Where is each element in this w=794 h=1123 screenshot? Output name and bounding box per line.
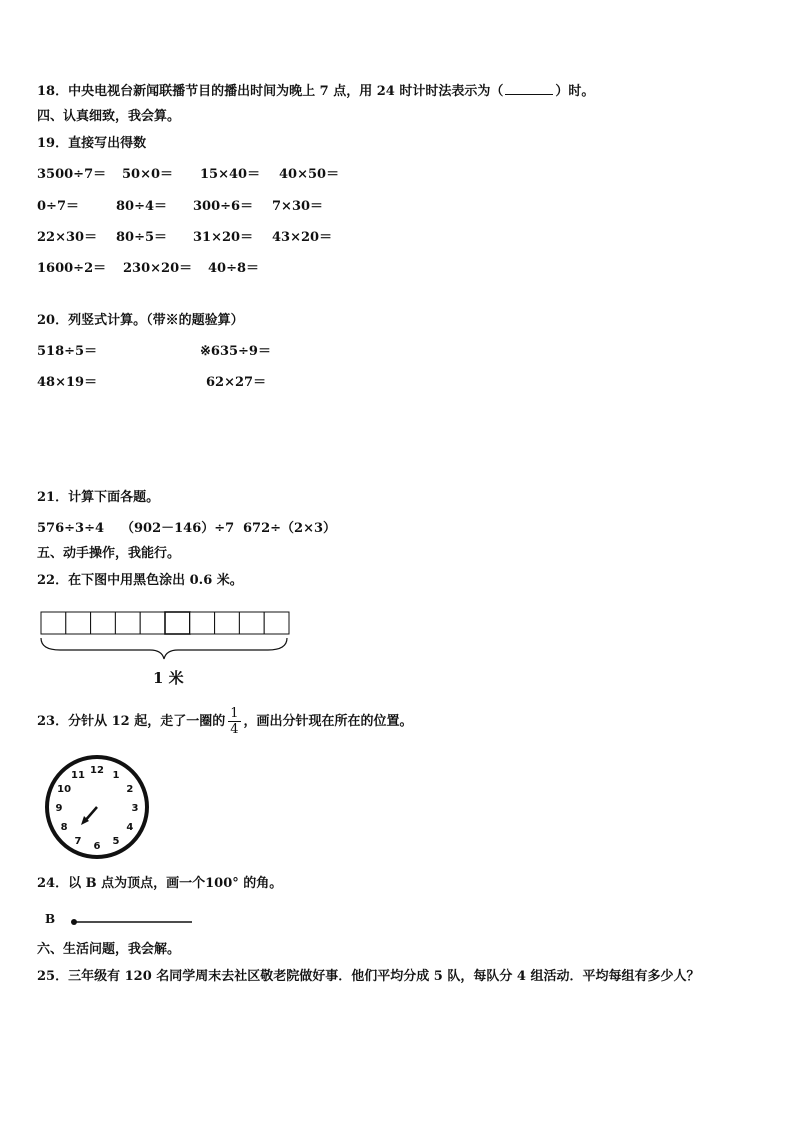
- q19-item: 31×20＝: [193, 230, 254, 245]
- clock-face[interactable]: [37, 752, 157, 872]
- clock-number: 7: [74, 835, 82, 847]
- q20-item: 518÷5＝: [37, 344, 98, 359]
- q23-text-end: ，画出分针现在所在的位置。: [243, 714, 413, 729]
- question-21-title: 21．计算下面各题。: [37, 490, 160, 505]
- question-23: [37, 704, 413, 740]
- question-22: 22．在下图中用黑色涂出 0.6 米。: [37, 573, 243, 588]
- q23-text-start: 23．分针从 12 起，走了一圈的: [37, 714, 226, 729]
- q21-item: 576÷3÷4: [37, 521, 105, 536]
- clock-number: 12: [90, 765, 104, 776]
- question-20-title: 20．列竖式计算。（带※的题验算）: [37, 313, 244, 328]
- question-25: 25．三年级有 120 名同学周末去社区敬老院做好事．他们平均分成 5 队，每队分 4 组活动．平均每组有多少人？: [37, 969, 700, 984]
- q19-item: 40÷8＝: [208, 261, 260, 276]
- ruler-cell[interactable]: [190, 612, 215, 634]
- q21-item: 672÷（2×3）: [243, 521, 337, 536]
- clock-number: 1: [112, 770, 120, 782]
- question-24: 24．以 B 点为顶点，画一个100° 的角。: [37, 876, 283, 891]
- ruler-cell[interactable]: [115, 612, 140, 634]
- q19-item: 43×20＝: [272, 230, 333, 245]
- point-b-label: B: [45, 912, 56, 926]
- q19-item: 1600÷2＝: [37, 261, 107, 276]
- clock-number: 11: [71, 770, 85, 782]
- q19-item: 40×50＝: [279, 167, 340, 182]
- ruler-cell[interactable]: [215, 612, 240, 634]
- section-4-heading: 四、认真细致，我会算。: [37, 109, 181, 124]
- clock-number: 8: [60, 822, 68, 833]
- q19-item: 22×30＝: [37, 230, 98, 245]
- q18-text-start: 18．中央电视台新闻联播节目的播出时间为晚上 7 点，用 24 时计时法表示为（: [37, 84, 504, 99]
- ruler-cell[interactable]: [41, 612, 66, 634]
- q19-item: 3500÷7＝: [37, 167, 107, 182]
- ruler-cell[interactable]: [91, 612, 116, 634]
- q20-item: 62×27＝: [206, 375, 267, 390]
- ruler-cell[interactable]: [140, 612, 165, 634]
- ray-from-b[interactable]: [68, 912, 228, 932]
- question-19-title: 19．直接写出得数: [37, 136, 147, 151]
- q19-item: 0÷7＝: [37, 199, 79, 214]
- question-18: [37, 82, 594, 101]
- clock-number: 4: [126, 822, 134, 833]
- q19-item: 230×20＝: [123, 261, 193, 276]
- fraction-one-quarter: [228, 706, 240, 737]
- ruler-cell[interactable]: [66, 612, 91, 634]
- fraction-numerator: 1: [230, 706, 239, 721]
- q19-item: 80÷5＝: [116, 230, 168, 245]
- q19-item: 80÷4＝: [116, 199, 168, 214]
- clock-number: 10: [57, 784, 72, 795]
- answer-blank[interactable]: [505, 82, 553, 95]
- ruler-label: 1 米: [153, 669, 184, 687]
- ruler-brace: [41, 638, 287, 659]
- clock-number: 3: [131, 803, 139, 814]
- ruler-cells: [41, 612, 289, 634]
- q20-item: 48×19＝: [37, 375, 98, 390]
- q19-item: 15×40＝: [200, 167, 261, 182]
- q20-item: ※635÷9＝: [200, 344, 271, 359]
- ruler-cell[interactable]: [239, 612, 264, 634]
- section-5-heading: 五、动手操作，我能行。: [37, 546, 181, 561]
- clock-number: 9: [55, 803, 63, 814]
- q19-item: 7×30＝: [272, 199, 324, 214]
- fraction-denominator: 4: [230, 722, 239, 737]
- clock-number: 6: [93, 841, 101, 852]
- q18-text-end: ）时。: [555, 84, 595, 99]
- q19-item: 50×0＝: [122, 167, 174, 182]
- ruler-cell[interactable]: [165, 612, 190, 634]
- ruler-cell[interactable]: [264, 612, 289, 634]
- q19-item: 300÷6＝: [193, 199, 254, 214]
- clock-number: 2: [126, 784, 134, 795]
- clock-number: 5: [112, 835, 120, 847]
- q21-item: （902－146）÷7: [121, 521, 235, 536]
- section-6-heading: 六、生活问题，我会解。: [37, 942, 181, 957]
